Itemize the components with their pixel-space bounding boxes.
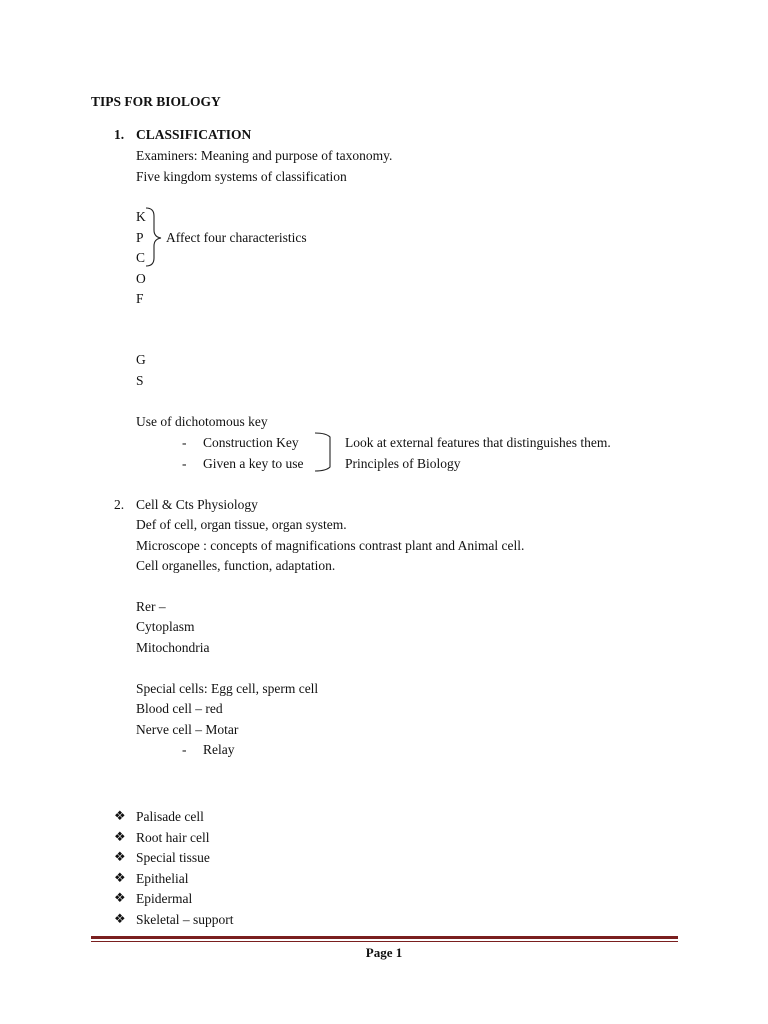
taxon-letter: S (136, 373, 144, 388)
diamond-bullet-icon: ❖ (114, 891, 126, 906)
organelle-item: Cytoplasm (136, 619, 195, 634)
list-item: Special tissue (136, 850, 210, 865)
section-1-line: Examiners: Meaning and purpose of taxonomy. (136, 148, 393, 163)
section-1-number: 1. (114, 127, 125, 142)
page-title: TIPS FOR BIOLOGY (91, 94, 221, 109)
section-1-line: Five kingdom systems of classification (136, 169, 347, 184)
section-2-heading: Cell & Cts Physiology (136, 497, 258, 512)
dash-marker: - (182, 435, 187, 450)
key-title: Use of dichotomous key (136, 414, 268, 429)
right-bracket-icon (313, 431, 337, 473)
diamond-bullet-icon: ❖ (114, 830, 126, 845)
taxon-letter: P (136, 230, 144, 245)
special-cell-line: Special cells: Egg cell, sperm cell (136, 681, 319, 696)
key-item: Construction Key (203, 435, 299, 450)
key-item: Given a key to use (203, 456, 304, 471)
list-item: Epidermal (136, 891, 193, 906)
taxon-letter: K (136, 209, 146, 224)
section-2-line: Microscope : concepts of magnifications contrast plant and Animal cell. (136, 538, 525, 553)
dash-marker: - (182, 742, 187, 757)
taxon-letter: F (136, 291, 144, 306)
special-cell-line: Nerve cell – Motar (136, 722, 239, 737)
special-cell-line: Blood cell – red (136, 701, 223, 716)
diamond-bullet-icon: ❖ (114, 871, 126, 886)
key-note: Look at external features that distinguishes them. (345, 435, 611, 450)
footer-rule-thin (91, 941, 678, 942)
footer-rule-thick (91, 936, 678, 939)
list-item: Skeletal – support (136, 912, 234, 927)
brace-note: Affect four characteristics (166, 230, 307, 245)
section-2-number: 2. (114, 497, 125, 512)
taxon-letter: G (136, 352, 146, 367)
sub-item: Relay (203, 742, 235, 757)
section-2-line: Def of cell, organ tissue, organ system. (136, 517, 347, 532)
key-note: Principles of Biology (345, 456, 461, 471)
list-item: Root hair cell (136, 830, 210, 845)
diamond-bullet-icon: ❖ (114, 912, 126, 927)
diamond-bullet-icon: ❖ (114, 850, 126, 865)
taxon-letter: O (136, 271, 146, 286)
page-number: Page 1 (365, 945, 403, 960)
section-2-line: Cell organelles, function, adaptation. (136, 558, 336, 573)
list-item: Palisade cell (136, 809, 204, 824)
diamond-bullet-icon: ❖ (114, 809, 126, 824)
taxon-letter: C (136, 250, 146, 265)
section-1-heading: CLASSIFICATION (136, 127, 252, 142)
list-item: Epithelial (136, 871, 189, 886)
dash-marker: - (182, 456, 187, 471)
organelle-item: Rer – (136, 599, 166, 614)
organelle-item: Mitochondria (136, 640, 210, 655)
